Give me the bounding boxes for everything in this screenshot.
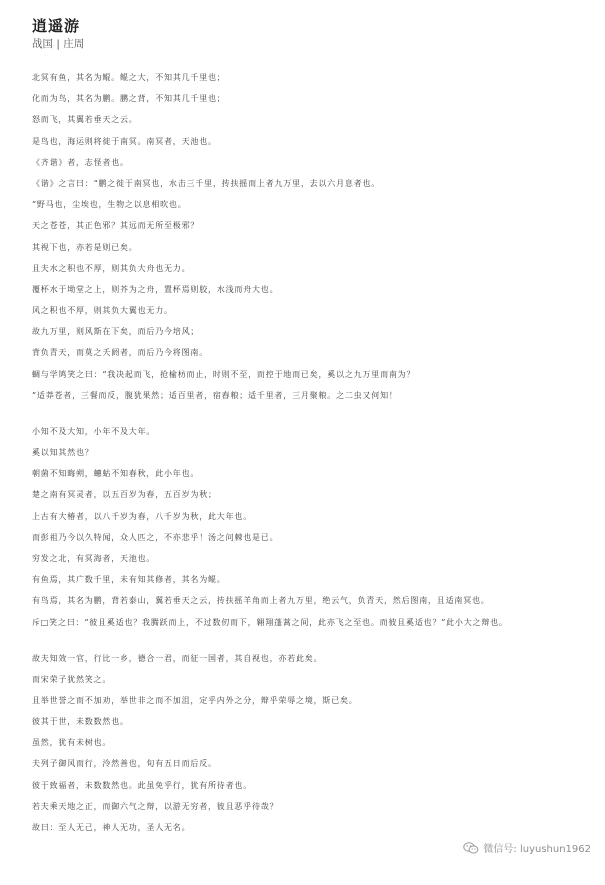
poem-paragraph: 奚以知其然也？ <box>32 448 94 457</box>
poem-paragraph: 覆杯水于坳堂之上，则芥为之舟，置杯焉则胶，水浅而舟大也。 <box>32 284 279 294</box>
title-block <box>32 16 84 51</box>
poem-paragraph: 蜩与学鸠笑之曰：“我决起而飞，抢榆枋而止，时则不至，而控于地而已矣，奚以之九万里而南为？ <box>32 369 416 379</box>
poem-paragraph: 是鸟也，海运则将徙于南冥。南冥者，天池也。 <box>32 136 217 146</box>
poem-paragraph: 楚之南有冥灵者，以五百岁为春，五百岁为秋； <box>32 490 217 500</box>
poem-paragraph: 虽然，犹有未树也。 <box>32 738 112 748</box>
poem-section <box>32 653 580 834</box>
poem-paragraph: 怒而飞，其翼若垂天之云。 <box>32 115 138 125</box>
poem-paragraph: 有鱼焉，其广数千里，未有知其修者，其名为鲲。 <box>32 575 226 585</box>
poem-paragraph: 小知不及大知，小年不及大年。 <box>32 426 156 436</box>
poem-paragraph: 而宋荣子犹然笑之。 <box>32 674 112 684</box>
poem-paragraph: 而彭祖乃今以久特闻，众人匹之，不亦悲乎！汤之问棘也是已。 <box>32 532 279 542</box>
watermark-text: 微信号: luyushun1962 <box>483 844 591 855</box>
poem-paragraph: 若夫乘天地之正，而御六气之辩，以游无穷者，彼且恶乎待哉？ <box>32 801 279 811</box>
poem-paragraph: ”适莽苍者，三餐而反，腹犹果然；适百里者，宿舂粮；适千里者，三月聚粮。之二虫又何知！ <box>32 390 398 400</box>
poem-paragraph: 彼其于世，未数数然也。 <box>32 717 129 727</box>
author-meta: 战国 | 庄周 <box>32 38 85 50</box>
poem-paragraph: ”野马也，尘埃也，生物之以息相吹也。 <box>32 200 187 210</box>
poem-paragraph: 且举世誉之而不加劝，举世非之而不加沮，定乎内外之分，辩乎荣辱之境，斯已矣。 <box>32 695 358 705</box>
poem-paragraph: 北冥有鱼，其名为鲲。鲲之大，不知其几千里也； <box>32 73 226 82</box>
poem-paragraph: 风之积也不厚，则其负大翼也无力。 <box>32 306 173 316</box>
poem-paragraph: 穷发之北，有冥海者，天池也。 <box>32 553 156 563</box>
poem-paragraph: 《谐》之言曰：“鹏之徙于南冥也，水击三千里，抟扶摇而上者九万里，去以六月息者也。 <box>32 178 381 188</box>
poem-paragraph: 背负青天，而莫之夭阏者，而后乃今将图南。 <box>32 348 208 358</box>
poem-paragraph: 故夫知效一官，行比一乡，德合一君，而征一国者，其自视也，亦若此矣。 <box>32 653 323 663</box>
poem-paragraph: 天之苍苍，其正色邪？其远而无所至极邪？ <box>32 221 200 231</box>
poem-paragraph: 朝菌不知晦朔，蟪蛄不知春秋，此小年也。 <box>32 469 200 479</box>
poem-paragraph: 且夫水之积也不厚，则其负大舟也无力。 <box>32 263 191 273</box>
poem-paragraph: 故九万里，则风斯在下矣，而后乃今培风； <box>32 327 200 337</box>
poem-paragraph: 《齐谐》者，志怪者也。 <box>32 157 129 167</box>
poem-paragraph: 化而为鸟，其名为鹏。鹏之背，不知其几千里也； <box>32 94 226 104</box>
poem-section <box>32 426 580 628</box>
poem-paragraph: 彼于致福者，未数数然也。此虽免乎行，犹有所待者也。 <box>32 780 252 790</box>
poem-paragraph: 上古有大椿者，以八千岁为春，八千岁为秋，此大年也。 <box>32 511 252 521</box>
poem-paragraph: 故曰：至人无己，神人无功，圣人无名。 <box>32 823 191 832</box>
wechat-icon <box>463 842 479 854</box>
poem-paragraph: 斥□笑之曰：“彼且奚适也？我腾跃而上，不过数仞而下，翱翔蓬蒿之间，此亦飞之至也。而彼且奚适也？”此小大之辩也。 <box>32 617 508 627</box>
watermark <box>463 840 591 855</box>
poem-paragraph: 有鸟焉，其名为鹏，背若泰山，翼若垂天之云，抟扶摇羊角而上者九万里，绝云气，负青天，然后图南，且适南冥也。 <box>32 596 490 606</box>
poem-section <box>32 72 580 401</box>
poem-paragraph: 其视下也，亦若是则已矣。 <box>32 242 138 252</box>
poem-paragraph: 夫列子御风而行，泠然善也，旬有五日而后反。 <box>32 759 217 769</box>
poem-body <box>32 72 580 843</box>
page-title: 逍遥游 <box>32 17 81 35</box>
